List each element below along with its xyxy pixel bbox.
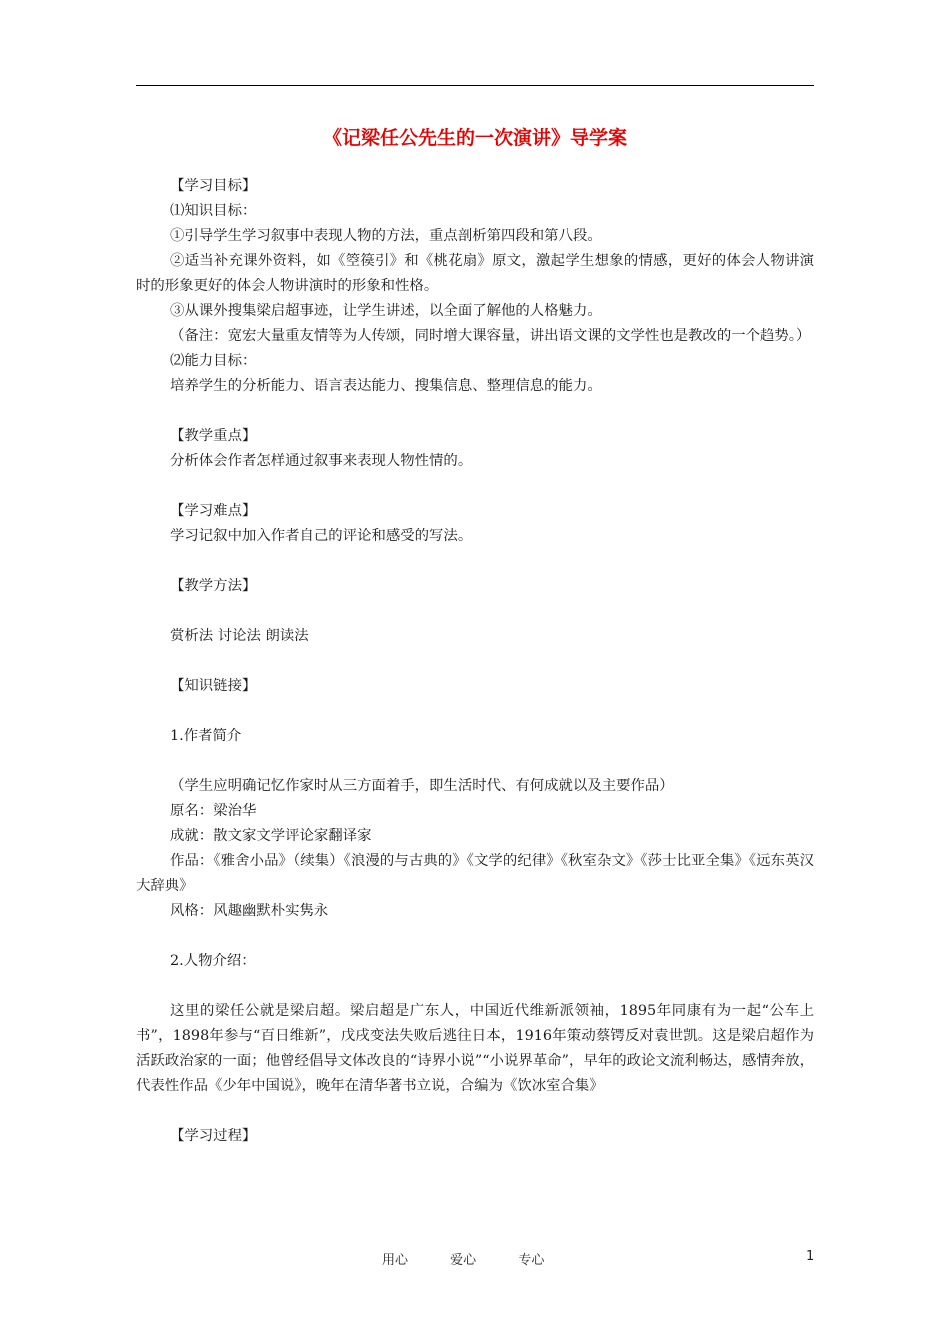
ability-objective-label: ⑵能力目标： — [170, 353, 257, 369]
objective-item-2: ②适当补充课外资料，如《箜篌引》和《桃花扇》原文，激起学生想象的情感，更好的体会人物讲演时的形象更好的体会人物讲演时的形象和性格。 — [136, 253, 814, 294]
objective-item-1: ①引导学生学习叙事中表现人物的方法，重点剖析第四段和第八段。 — [170, 228, 602, 244]
footer-motto — [382, 1249, 582, 1268]
process-heading: 【学习过程】 — [170, 1128, 257, 1144]
page-number: 1 — [806, 1249, 815, 1264]
knowledge-objective-label: ⑴知识目标： — [170, 203, 257, 219]
author-achievement: 成就：散文家文学评论家翻译家 — [170, 828, 372, 844]
footer-motto-word: 专心 — [518, 1253, 545, 1268]
key-points-heading: 【教学重点】 — [170, 428, 257, 444]
author-intro-note: （学生应明确记忆作家时从三方面着手，即生活时代、有何成就以及主要作品） — [170, 778, 674, 794]
key-points-text: 分析体会作者怎样通过叙事来表现人物性情的。 — [170, 453, 473, 469]
ability-objective-text: 培养学生的分析能力、语言表达能力、搜集信息、整理信息的能力。 — [170, 378, 602, 394]
document-title: 《记梁任公先生的一次演讲》导学案 — [322, 127, 627, 149]
difficulties-heading: 【学习难点】 — [170, 503, 257, 519]
author-style: 风格：风趣幽默朴实隽永 — [170, 903, 329, 919]
knowledge-link-heading: 【知识链接】 — [170, 678, 257, 694]
objective-note: （备注：宽宏大量重友情等为人传颂，同时增大课容量，讲出语文课的文学性也是教改的一个趋势。） — [170, 328, 811, 344]
difficulties-text: 学习记叙中加入作者自己的评论和感受的写法。 — [170, 528, 473, 544]
author-intro-title: 1.作者简介 — [170, 728, 242, 744]
document-body — [136, 174, 814, 1149]
header-rule — [136, 85, 814, 86]
author-original-name: 原名：梁治华 — [170, 803, 257, 819]
objectives-heading: 【学习目标】 — [170, 178, 257, 194]
author-works: 作品：《雅舍小品》（续集）《浪漫的与古典的》《文学的纪律》《秋室杂文》《莎士比亚全集》《远东英汉大辞典》 — [136, 853, 814, 894]
footer-motto-word: 爱心 — [450, 1253, 477, 1268]
footer-motto-word: 用心 — [382, 1253, 409, 1268]
objective-item-3: ③从课外搜集梁启超事迹，让学生讲述，以全面了解他的人格魅力。 — [170, 303, 602, 319]
methods-text: 赏析法 讨论法 朗读法 — [170, 628, 309, 644]
methods-heading: 【教学方法】 — [170, 578, 257, 594]
person-intro-text: 这里的梁任公就是梁启超。梁启超是广东人，中国近代维新派领袖，1895年同康有为一起“公车上书”，1898年参与“百日维新”，戊戌变法失败后逃往日本，1916年策动蔡锷反对袁世凯。这是梁启超作为活跃政治家的一面；他曾经倡导文体改良的“诗界小说”“小说界革命”，早年的政论文流利畅达，感情奔放，代表性作品《少年中国说》，晚年在清华著书立说，合编为《饮冰室合集》 — [136, 1003, 814, 1094]
person-intro-title: 2.人物介绍： — [170, 953, 256, 969]
